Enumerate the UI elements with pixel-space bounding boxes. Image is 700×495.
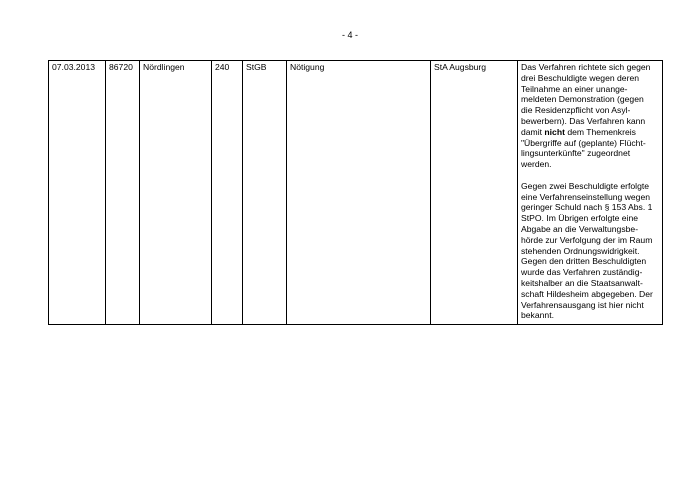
authority-cell: StA Augsburg — [431, 61, 518, 325]
remarks-line: Gegen den dritten Beschuldigten — [521, 256, 647, 267]
page-number: - 4 - — [341, 30, 358, 40]
remarks-line: hörde zur Verfolgung der im Raum — [521, 234, 653, 245]
remarks-line: lingsunterkünfte" zugeordnet — [521, 148, 631, 159]
remarks-line: drei Beschuldigte wegen deren — [521, 72, 640, 83]
law-cell: StGB — [243, 61, 287, 325]
remarks-line: "Übergriffe auf (geplante) Flücht- — [521, 137, 646, 148]
remarks-line: die Residenzpflicht von Asyl- — [521, 105, 631, 116]
remarks-paragraph — [521, 181, 659, 321]
offense-cell: Nötigung — [287, 61, 431, 325]
remarks-line: werden. — [521, 159, 552, 170]
remarks-line: eine Verfahrenseinstellung wegen — [521, 191, 650, 202]
remarks-line: Verfahrensausgang ist hier nicht — [521, 299, 644, 310]
remarks-line: StPO. Im Übrigen erfolgte eine — [521, 213, 639, 224]
emphasis-text: nicht — [544, 126, 565, 137]
remarks-line: Gegen zwei Beschuldigte erfolgte — [521, 180, 650, 191]
remarks-line: geringer Schuld nach § 153 Abs. 1 — [521, 202, 653, 213]
remarks-line: bekannt. — [521, 310, 554, 321]
remarks-cell — [518, 61, 663, 325]
number-cell: 86720 — [106, 61, 140, 325]
paragraph-cell: 240 — [212, 61, 243, 325]
date-cell: 07.03.2013 — [49, 61, 106, 325]
remarks-line: Abgabe an die Verwaltungsbe- — [521, 223, 639, 234]
remarks-line: meldeten Demonstration (gegen — [521, 94, 644, 105]
remarks-line: Teilnahme an einer unange- — [521, 83, 628, 94]
place-cell: Nördlingen — [140, 61, 212, 325]
remarks-line: keitshalber an die Staatsanwalt- — [521, 277, 643, 288]
remarks-line — [521, 127, 659, 138]
remarks-text: dem Themenkreis — [564, 126, 636, 137]
remarks-text: damit — [521, 126, 545, 137]
case-table — [48, 60, 663, 325]
remarks-paragraph — [521, 62, 659, 170]
table-row — [49, 61, 663, 325]
remarks-line: bewerbern). Das Verfahren kann — [521, 115, 646, 126]
remarks-line: schaft Hildesheim abgegeben. Der — [521, 288, 653, 299]
remarks-line: wurde das Verfahren zuständig- — [521, 267, 643, 278]
remarks-line: Das Verfahren richtete sich gegen — [521, 62, 651, 72]
remarks-line: stehenden Ordnungswidrigkeit. — [521, 245, 640, 256]
